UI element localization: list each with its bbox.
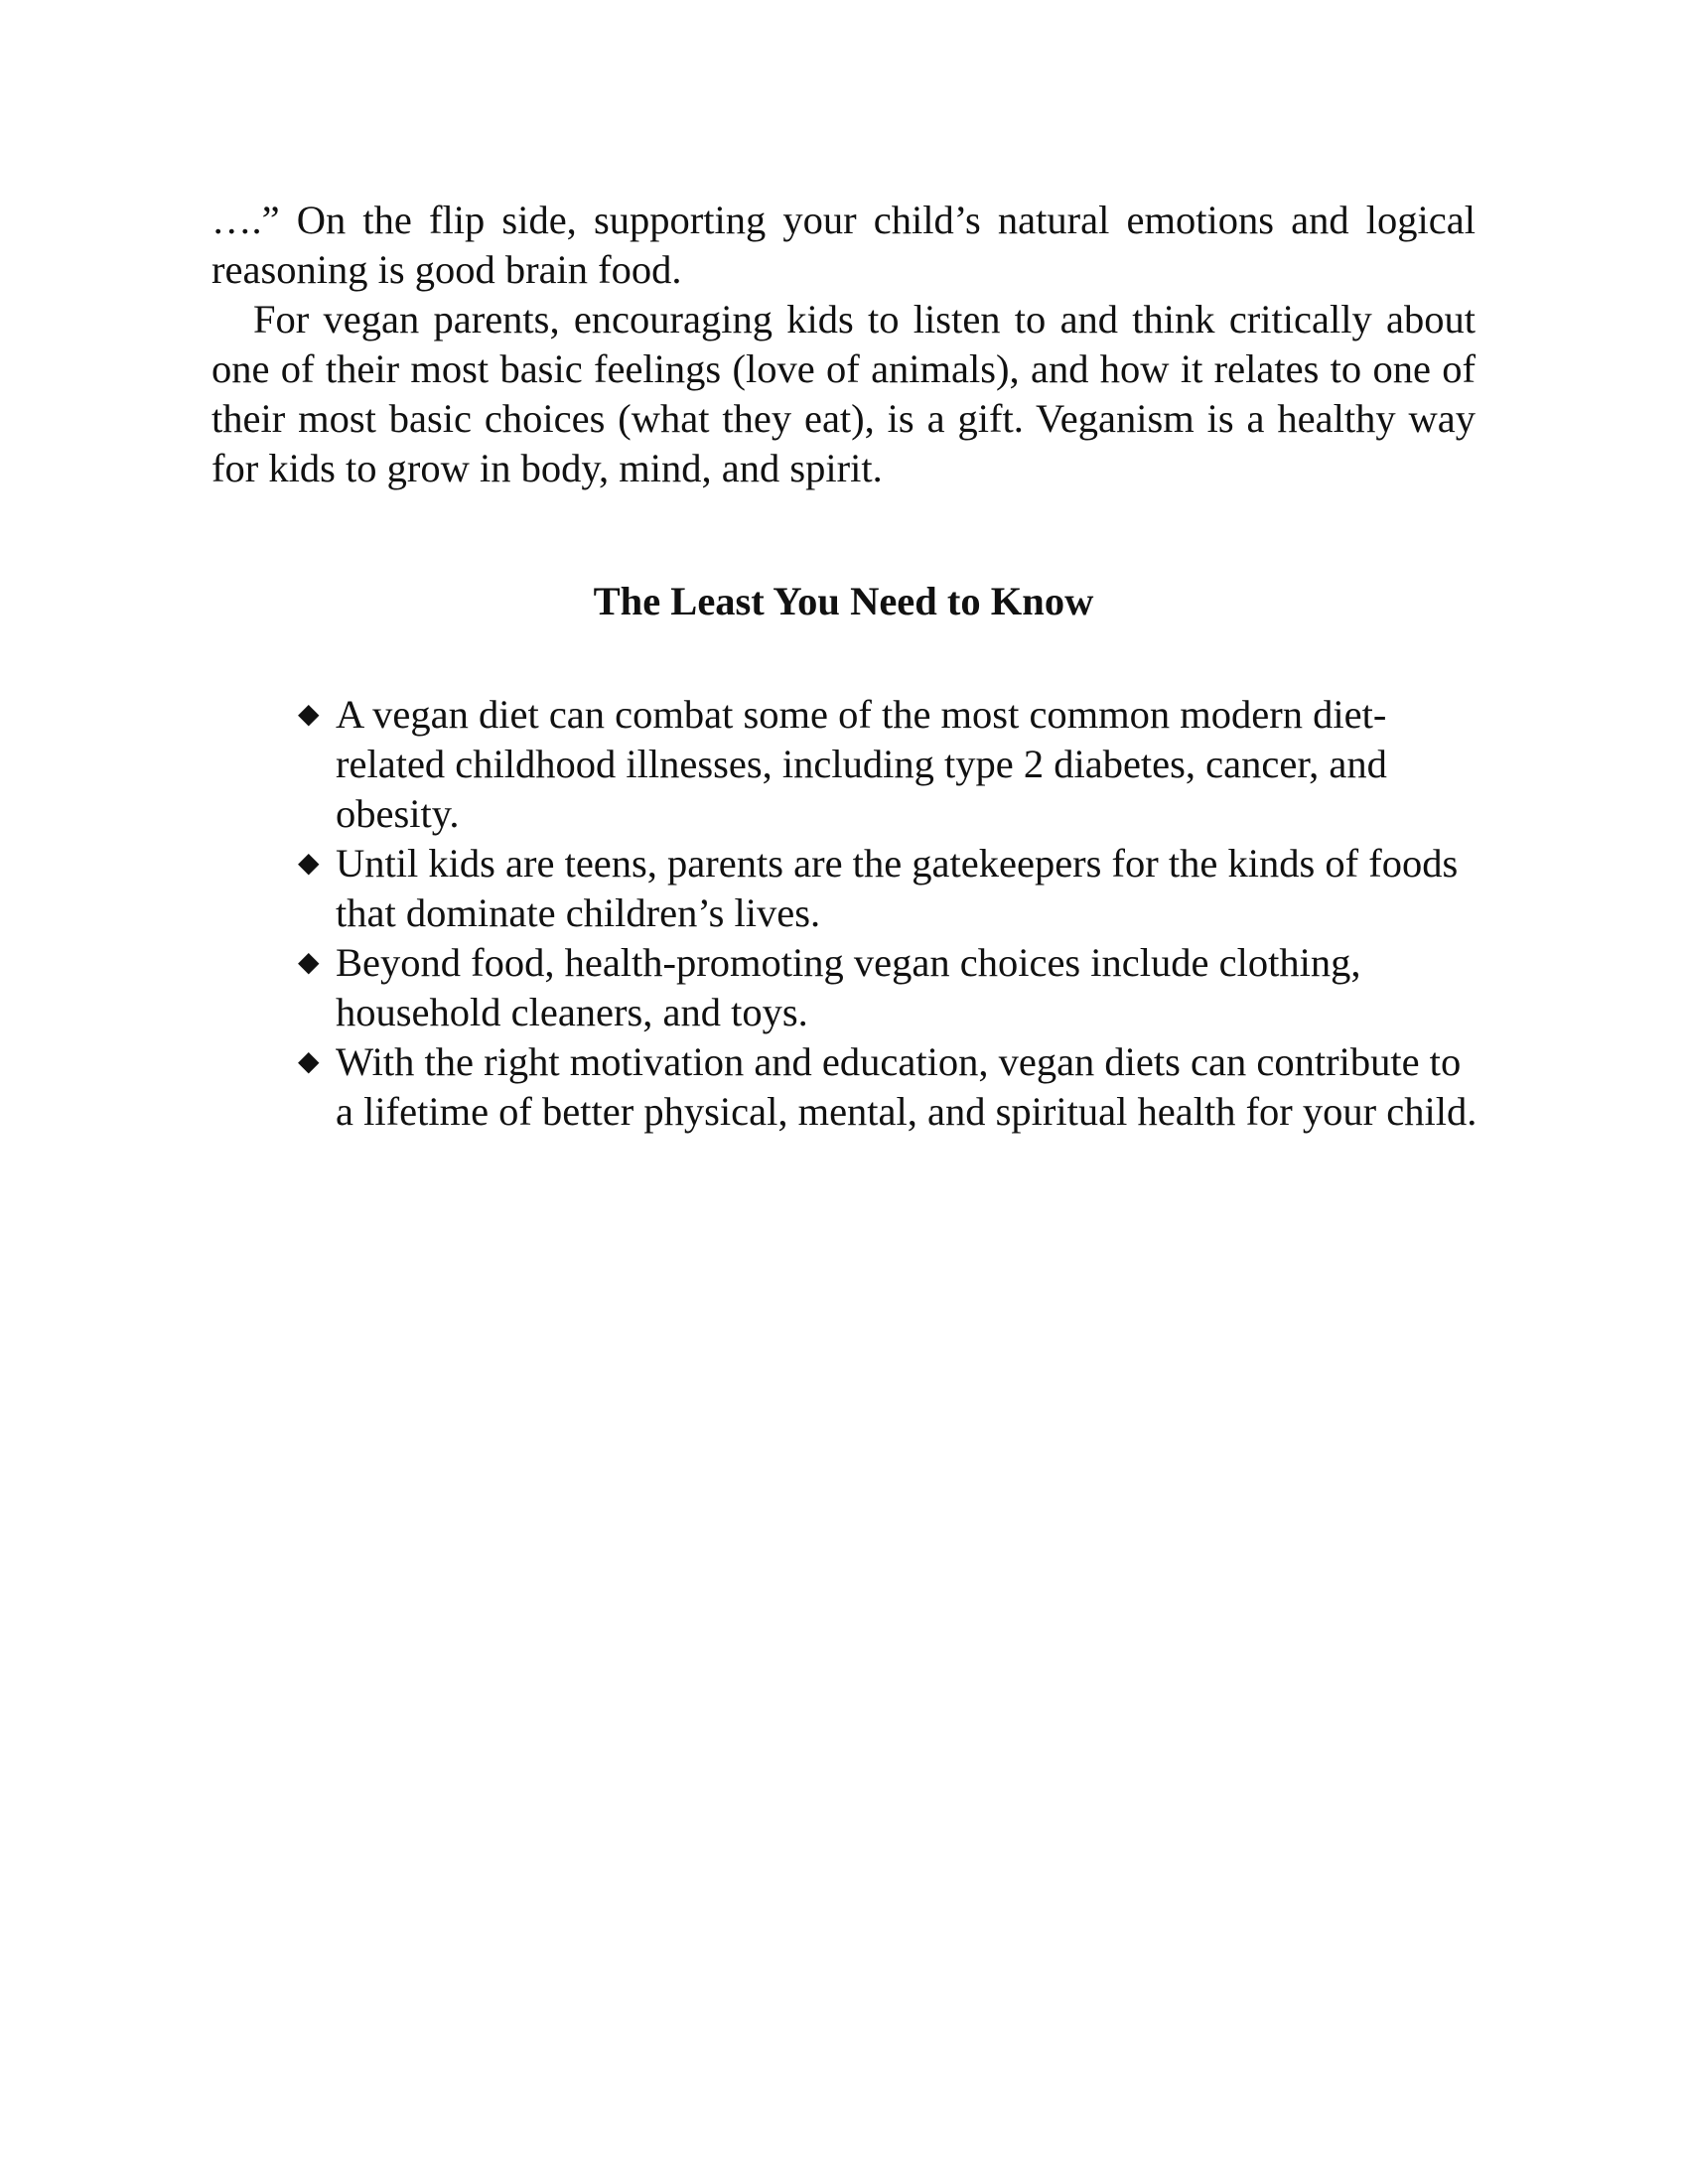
list-item-text: Beyond food, health-promoting vegan choices include clothing, household cleaners, and toys. [336,940,1361,1034]
list-item [298,690,1479,839]
diamond-icon: ◆ [298,848,320,879]
section-heading: The Least You Need to Know [593,579,1094,623]
list-item [298,1037,1479,1137]
list-item-text: With the right motivation and education, vegan diets can contribute to a lifetime of better physical, mental, and spiritual health for your child. [336,1039,1477,1134]
list-item-text: A vegan diet can combat some of the most common modern diet-related childhood illnesses, including type 2 diabetes, cancer, and obesity. [336,692,1387,836]
list-item [298,839,1479,938]
diamond-icon: ◆ [298,1046,320,1077]
paragraph-vegan-parents: For vegan parents, encouraging kids to listen to and think critically about one of their most basic feelings (love of animals), and how it relates to one of their most basic choices (what they eat), is a gift. Veganism is a healthy way for kids to grow in body, mind, and spirit. [211,297,1476,490]
list-item [298,938,1479,1037]
diamond-icon: ◆ [298,947,320,978]
paragraph-continuation: ….” On the flip side, supporting your child’s natural emotions and logical reasoning is good brain food. [211,198,1476,292]
summary-bullet-list [298,690,1479,1137]
list-item-text: Until kids are teens, parents are the gatekeepers for the kinds of foods that dominate children’s lives. [336,841,1459,935]
diamond-icon: ◆ [298,699,320,730]
body-text [211,196,1476,493]
